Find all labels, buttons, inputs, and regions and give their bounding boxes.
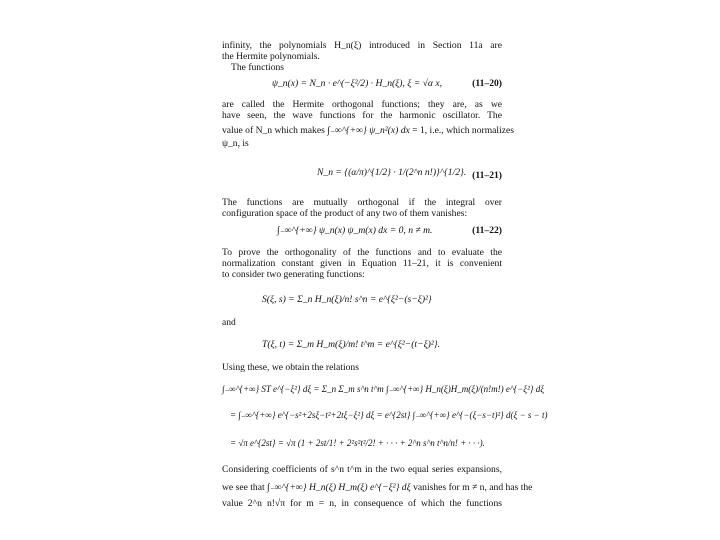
text-line: have seen, the wave functions for the harmonic oscillator. The bbox=[222, 110, 502, 121]
text-line: ψ_n, is bbox=[222, 138, 249, 149]
text-line: are called the Hermite orthogonal functions; they are, as we bbox=[222, 99, 502, 110]
equation-11-21: N_n = {(α/π)^{1/2} · 1/(2^n n!)}^{1/2}. bbox=[317, 167, 467, 178]
text-line: Using these, we obtain the relations bbox=[222, 362, 359, 373]
text-line: infinity, the polynomials H_n(ξ) introduced in Section 11a are bbox=[222, 40, 502, 51]
book-page bbox=[222, 12, 548, 528]
equation-11-22: ∫₋∞^{+∞} ψ_n(x) ψ_m(x) dx = 0, n ≠ m. bbox=[277, 225, 433, 236]
text-line: The functions are mutually orthogonal if the integral over bbox=[222, 197, 502, 208]
equation-11-20: ψ_n(x) = N_n · e^(−ξ²/2) · H_n(ξ), ξ = √α x, bbox=[272, 78, 443, 89]
text-line: normalization constant given in Equation 11–21, it is convenient bbox=[222, 258, 502, 269]
text-line: The functions bbox=[231, 62, 285, 73]
relation-line-2: = ∫₋∞^{+∞} e^{−s²+2sξ−t²+2tξ−ξ²} dξ = e^{2st} ∫₋∞^{+∞} e^{−(ξ−s−t)²} d(ξ − s − t) bbox=[230, 410, 548, 420]
normalization-integral: ∫₋∞^{+∞} ψ_n²(x) dx bbox=[327, 125, 410, 136]
relation-line-1: ∫₋∞^{+∞} ST e^{−ξ²} dξ = Σ_n Σ_m s^n t^m ∫₋∞^{+∞} H_n(ξ)H_m(ξ)/(n!m!) e^{−ξ²} dξ bbox=[222, 384, 545, 394]
generating-function-t: T(ξ, t) = Σ_m H_m(ξ)/m! t^m = e^{ξ²−(t−ξ)²}. bbox=[262, 339, 440, 350]
relation-line-3: = √π e^{2st} = √π (1 + 2st/1! + 2²s²t²/2! + · · · + 2^n s^n t^n/n! + · · ·). bbox=[230, 438, 485, 448]
text-line: To prove the orthogonality of the functions and to evaluate the bbox=[222, 247, 502, 258]
text-line-with-integral: we see that ∫₋∞^{+∞} H_n(ξ) H_m(ξ) e^{−ξ²} dξ vanishes for m ≠ n, and has the bbox=[222, 482, 533, 493]
text-line: Considering coefficients of s^n t^m in the two equal series expansions, bbox=[222, 464, 502, 475]
equation-number: (11–20) bbox=[472, 78, 502, 89]
equation-number: (11–21) bbox=[472, 170, 502, 181]
equation-number: (11–22) bbox=[472, 225, 502, 236]
text-line: to consider two generating functions: bbox=[222, 269, 365, 280]
generating-function-s: S(ξ, s) = Σ_n H_n(ξ)/n! s^n = e^{ξ²−(s−ξ)²} bbox=[262, 294, 432, 305]
text-line: the Hermite polynomials. bbox=[222, 51, 320, 62]
text-line: value 2^n n!√π for m = n, in consequence of which the functions bbox=[222, 498, 502, 509]
text-line: configuration space of the product of any two of them vanishes: bbox=[222, 208, 468, 219]
text-line-with-integral: value of N_n which makes ∫₋∞^{+∞} ψ_n²(x) dx = 1, i.e., which normalizes bbox=[222, 125, 515, 136]
text-line: and bbox=[222, 317, 236, 328]
inline-integral: ∫₋∞^{+∞} H_n(ξ) H_m(ξ) e^{−ξ²} dξ bbox=[267, 482, 411, 493]
